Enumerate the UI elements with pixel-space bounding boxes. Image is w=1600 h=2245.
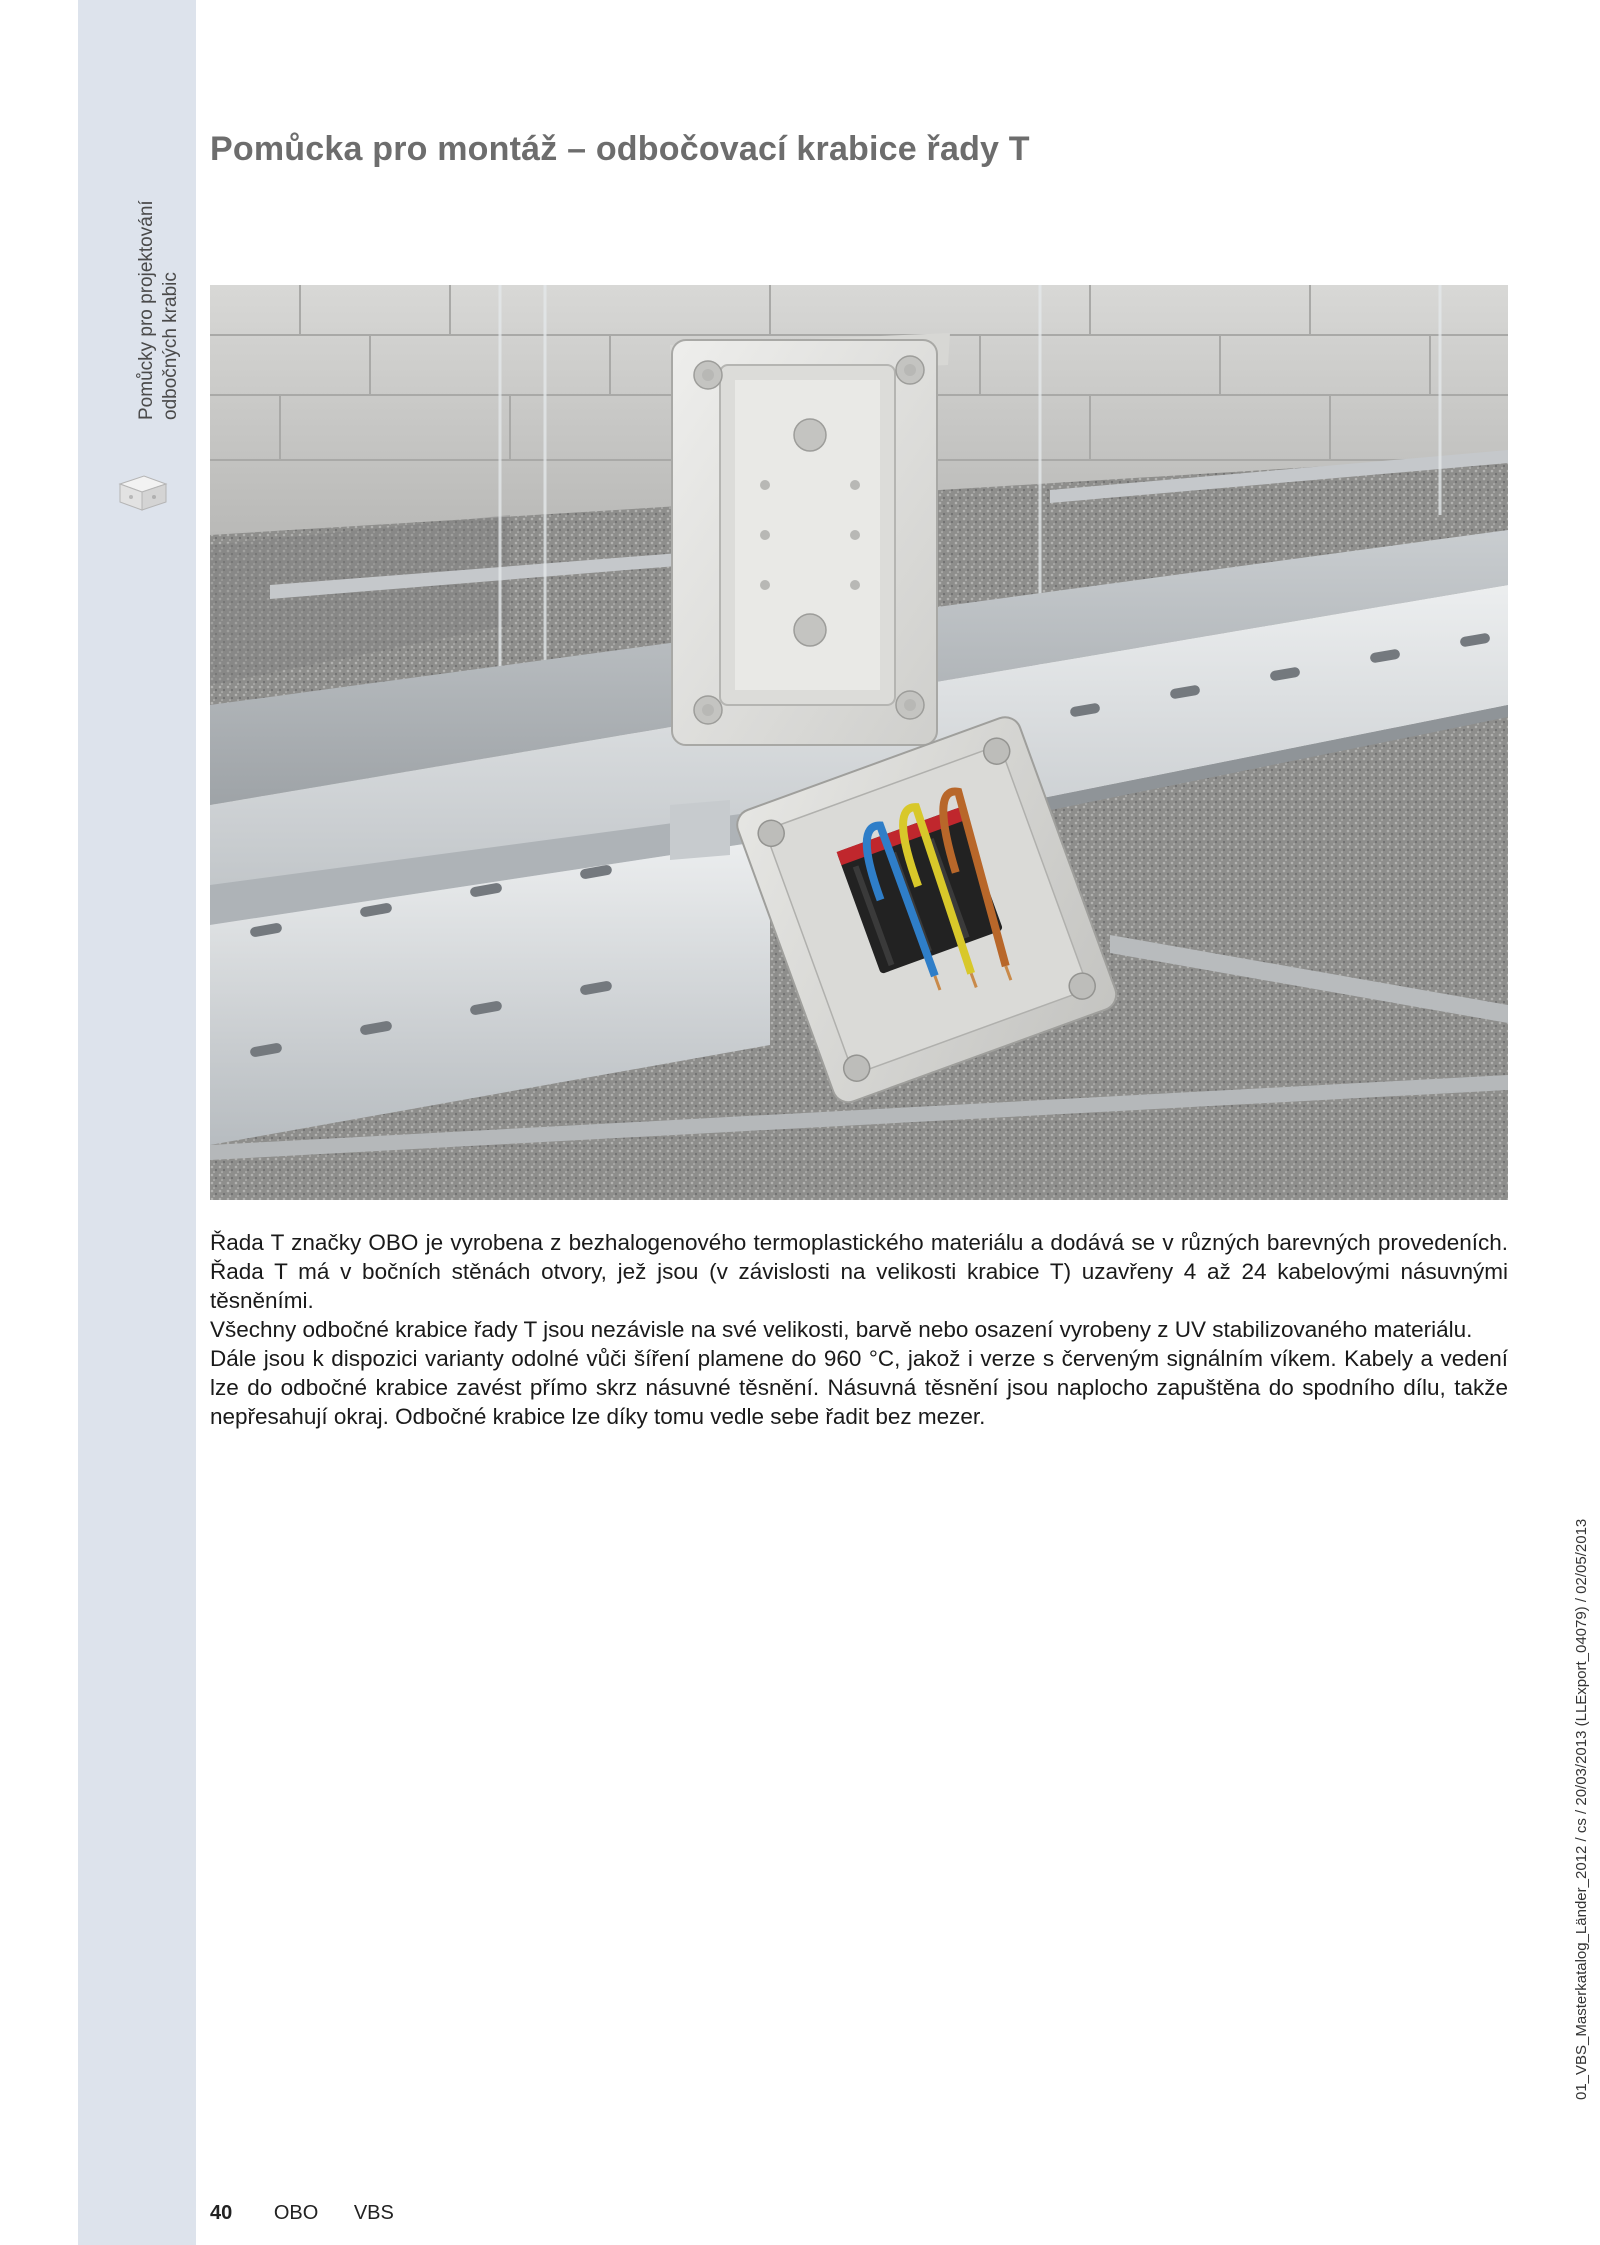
body-paragraph-1: Řada T značky OBO je vyrobena z bezhalogenového termoplastického materiálu a dodává se v různých barevných provedeních. Řada T má v bočních stěnách otvory, jež jsou (v závislosti na velikosti krabice T) uzavřeny 4 až 24 kabelovými násuvnými těsněními. [210, 1230, 1508, 1313]
section-label [135, 200, 183, 420]
page-title: Pomůcka pro montáž – odbočovací krabice řady T [210, 130, 1030, 168]
footer [210, 2202, 424, 2225]
page-number: 40 [210, 2202, 233, 2224]
section-label-line2: odbočných krabic [160, 272, 181, 420]
junction-box-icon [114, 470, 172, 516]
body-paragraph-3: Dále jsou k dispozici varianty odolné vůči šíření plamene do 960 °C, jakož i verze s červeným signálním víkem. Kabely a vedení lze do odbočné krabice zavést přímo skrz násuvné těsnění. Násuvná těsnění jsou naplocho zapuštěna do spodního dílu, takže nepřesahují okraj. Odbočné krabice lze díky tomu vedle sebe řadit bez mezer. [210, 1346, 1508, 1429]
section-label-line1: Pomůcky pro projektování [136, 200, 157, 420]
body-paragraph-2: Všechny odbočné krabice řady T jsou nezávisle na své velikosti, barvě nebo osazení vyrobeny z UV stabilizovaného materiálu. [210, 1317, 1473, 1342]
body-text [210, 1228, 1508, 1431]
footer-section: VBS [353, 2202, 394, 2224]
print-metadata: 01_VBS_Masterkatalog_Länder_2012 / cs / 20/03/2013 (LLExport_04079) / 02/05/2013 [1573, 1518, 1590, 2100]
product-photo [210, 285, 1508, 1200]
footer-brand: OBO [273, 2202, 319, 2224]
